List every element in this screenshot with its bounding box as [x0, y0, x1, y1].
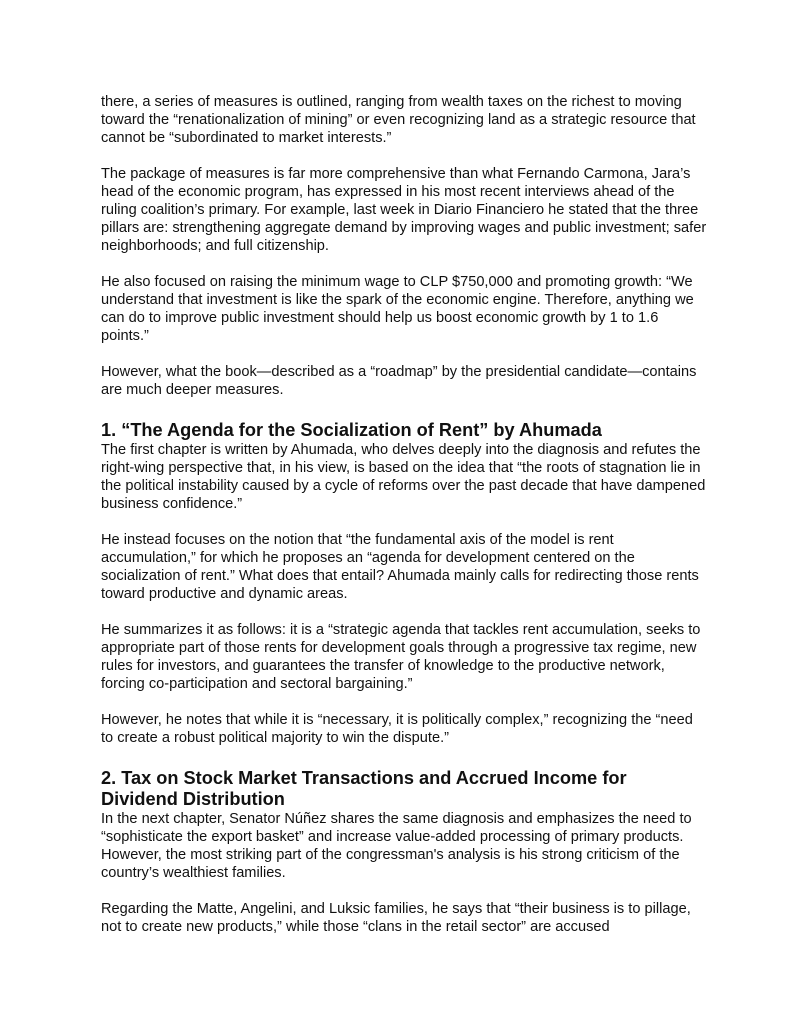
- section-1-paragraph: He summarizes it as follows: it is a “strategic agenda that tackles rent accumulation, seeks to appropriate part of those rents for development goals through a progressive tax regime, new rules for investors, and guarantees the transfer of knowledge to the productive network, forcing co-participation and sectoral bargaining.”: [101, 622, 701, 692]
- intro-paragraph: He also focused on raising the minimum wage to CLP $750,000 and promoting growth: “We understand that investment is like the spark of the economic engine. Therefore, anything we can do to improve public investment should help us boost economic growth by 1 to 1.6 points.”: [101, 274, 694, 344]
- document-page: [101, 93, 707, 954]
- section-1-paragraph: The first chapter is written by Ahumada, who delves deeply into the diagnosis and refutes the right-wing perspective that, in his view, is based on the idea that “the roots of stagnation lie in the political instability caused by a cycle of reforms over the past decade that have dampened business confidence.”: [101, 442, 706, 512]
- section-1-paragraph: However, he notes that while it is “necessary, it is politically complex,” recognizing the “need to create a robust political majority to win the dispute.”: [101, 712, 693, 746]
- section-2-paragraph: Regarding the Matte, Angelini, and Luksic families, he says that “their business is to pillage, not to create new products,” while those “clans in the retail sector” are accused: [101, 901, 691, 935]
- section-2-heading: 2. Tax on Stock Market Transactions and Accrued Income for Dividend Distribution: [101, 768, 627, 809]
- section-1-paragraph: He instead focuses on the notion that “the fundamental axis of the model is rent accumulation,” for which he proposes an “agenda for development centered on the socialization of rent.” What does that entail? Ahumada mainly calls for redirecting those rents toward productive and dynamic areas.: [101, 532, 699, 602]
- intro-paragraph: The package of measures is far more comprehensive than what Fernando Carmona, Jara’s head of the economic program, has expressed in his most recent interviews ahead of the ruling coalition’s primary. For example, last week in Diario Financiero he stated that the three pillars are: strengthening aggregate demand by improving wages and public investment; safer neighborhoods; and full citizenship.: [101, 166, 707, 254]
- intro-paragraph: However, what the book—described as a “roadmap” by the presidential candidate—contains are much deeper measures.: [101, 364, 697, 398]
- section-1-heading: 1. “The Agenda for the Socialization of Rent” by Ahumada: [101, 420, 602, 440]
- intro-paragraph: there, a series of measures is outlined, ranging from wealth taxes on the richest to moving toward the “renationalization of mining” or even recognizing land as a strategic resource that cannot be “subordinated to market interests.”: [101, 94, 696, 146]
- section-2-paragraph: In the next chapter, Senator Núñez shares the same diagnosis and emphasizes the need to “sophisticate the export basket” and increase value-added processing of primary products. However, the most striking part of the congressman's analysis is his strong criticism of the country’s wealthiest families.: [101, 811, 692, 881]
